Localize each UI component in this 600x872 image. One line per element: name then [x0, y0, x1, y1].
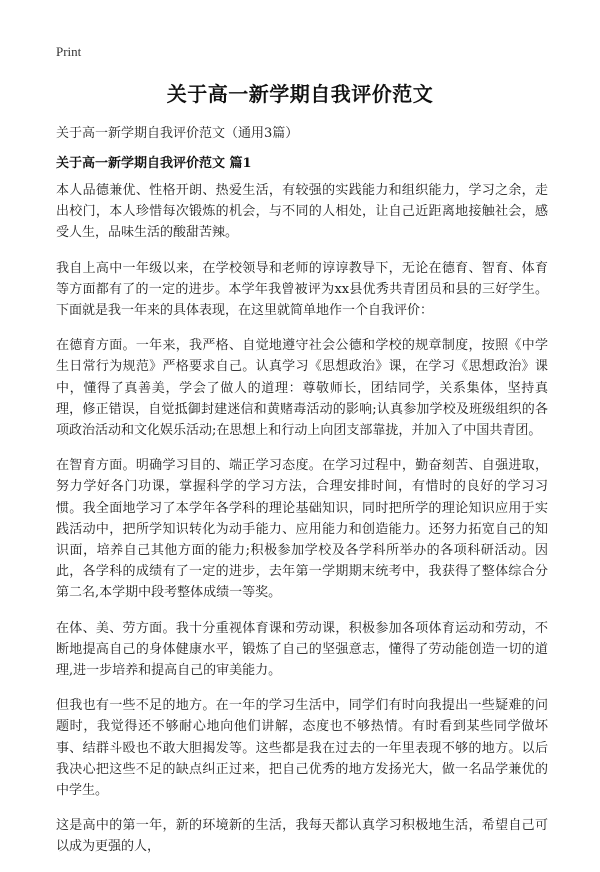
paragraph: 但我也有一些不足的地方。在一年的学习生活中，同学们有时向我提出一些疑难的问题时，我觉得还不够耐心地向他们讲解，态度也不够热情。有时看到某些同学做坏事、结群斗殴也不敢大胆揭发等。这些都是我在过去的一年里表现不够的地方。以后我决心把这些不足的缺点纠正过来，把自己优秀的地方发扬光大，做一名品学兼优的中学生。: [56, 698, 548, 799]
document-subtitle: 关于高一新学期自我评价范文（通用3篇）: [56, 126, 299, 141]
document-body: [56, 180, 548, 872]
paragraph: 在德育方面。一年来，我严格、自觉地遵守社会公德和学校的规章制度，按照《中学生日常行为规范》严格要求自己。认真学习《思想政治》课，在学习《思想政治》课中，懂得了真善美，学会了做人的道理：尊敬师长，团结同学，关系集体，坚持真理，修正错误，自觉抵御封建迷信和黄赌毒活动的影响;认真参加学校及班级组织的各项政治活动和文化娱乐活动;在思想上和行动上向团支部靠拢，并加入了中国共青团。: [56, 338, 548, 439]
page-title: 关于高一新学期自我评价范文: [166, 82, 434, 106]
paragraph: 在体、美、劳方面。我十分重视体育课和劳动课，积极参加各项体育运动和劳动，不断地提高自己的身体健康水平，锻炼了自己的坚强意志，懂得了劳动能创造一切的道理,进一步培养和提高自己的审美能力。: [56, 620, 548, 679]
paragraph: 本人品德兼优、性格开朗、热爱生活，有较强的实践能力和组织能力，学习之余，走出校门，本人珍惜每次锻炼的机会，与不同的人相处，让自己近距离地接触社会，感受人生，品味生活的酸甜苦辣。: [56, 183, 548, 241]
paragraph: 这是高中的第一年，新的环境新的生活，我每天都认真学习积极地生活，希望自己可以成为更强的人，: [56, 818, 548, 855]
print-link[interactable]: Print: [56, 44, 82, 59]
section-heading: 关于高一新学期自我评价范文 篇1: [56, 156, 252, 171]
paragraph: 在智育方面。明确学习目的、端正学习态度。在学习过程中，勤奋刻苦、自强进取，努力学好各门功课，掌握科学的学习方法，合理安排时间，有惜时的良好的学习习惯。我全面地学习了本学年各学科的理论基础知识，同时把所学的理论知识应用于实践活动中，把所学知识转化为动手能力、应用能力和创造能力。还努力拓宽自己的知识面，培养自己其他方面的能力;积极参加学校及各学科所举办的各项科研活动。因此，各学科的成绩有了一定的进步，去年第一学期期末统考中，我获得了整体综合分第二名,本学期中段考整体成绩一等奖。: [56, 458, 548, 601]
paragraph: 我自上高中一年级以来，在学校领导和老师的谆谆教导下，无论在德育、智育、体育等方面都有了的一定的进步。本学年我曾被评为xx县优秀共青团员和县的三好学生。下面就是我一年来的具体表现，在这里就简单地作一个自我评价：: [56, 260, 548, 319]
